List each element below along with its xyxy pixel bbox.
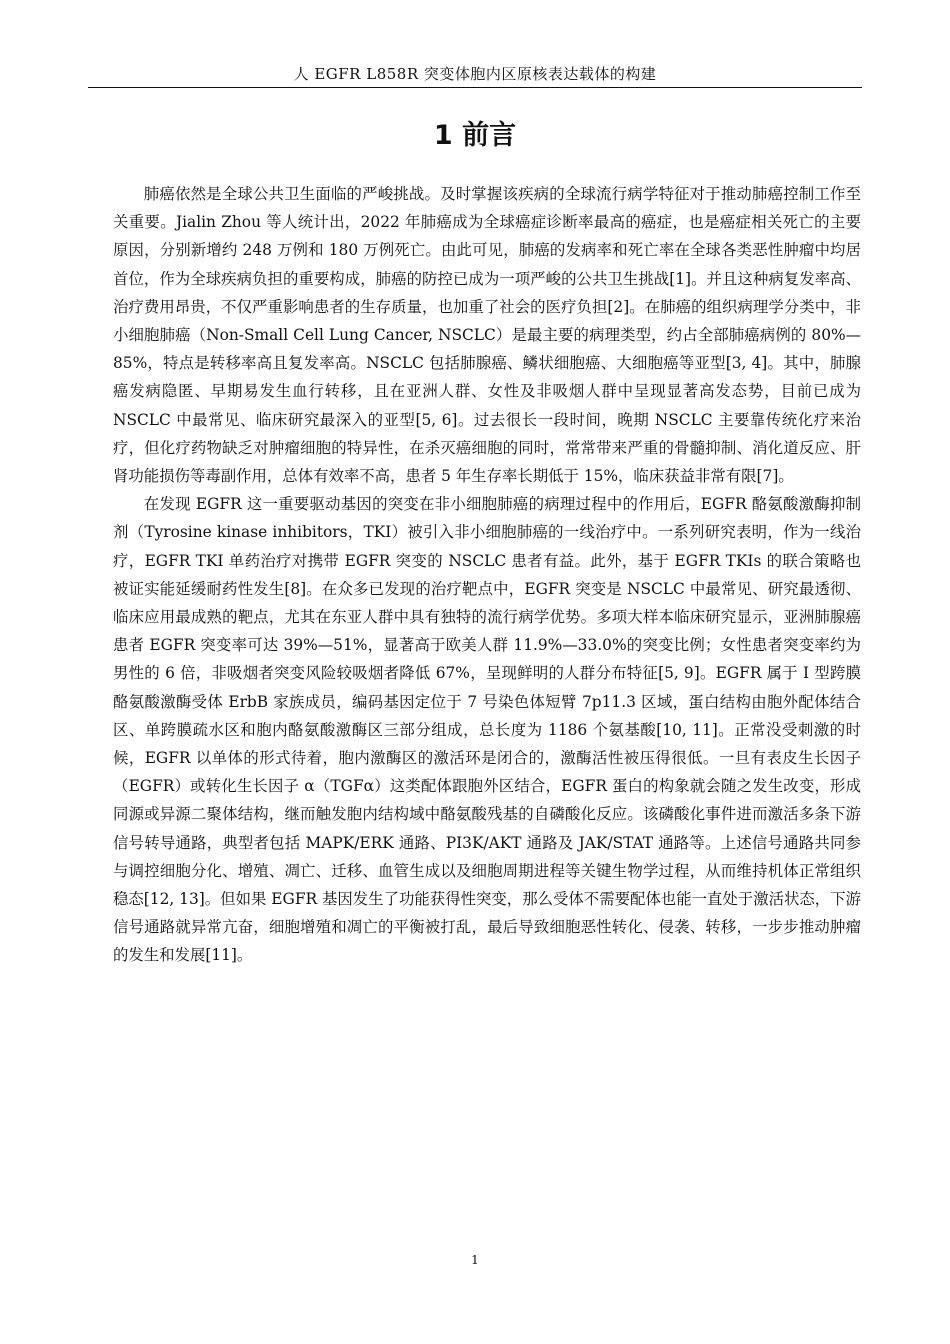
chapter-title: 1 前言 <box>433 120 517 151</box>
paragraph-intro-1: 肺癌依然是全球公共卫生面临的严峻挑战。及时掌握该疾病的全球流行病学特征对于推动肺癌控制工作至关重要。Jialin Zhou 等人统计出，2022 年肺癌成为全球癌症诊断率最高的癌症，也是癌症相关死亡的主要原因，分别新增约 248 万例和 180 万例死亡。由此可见，肺癌的发病率和死亡率在全球各类恶性肿瘤中均居首位，作为全球疾病负担的重要构成，肺癌的防控已成为一项严峻的公共卫生挑战[1]。并且这种病复发率高、治疗费用昂贵，不仅严重影响患者的生存质量，也加重了社会的医疗负担[2]。在肺癌的组织病理学分类中，非小细胞肺癌（Non-Small Cell Lung Cancer, NSCLC）是最主要的病理类型，约占全部肺癌病例的 80%—85%，特点是转移率高且复发率高。NSCLC 包括肺腺癌、鳞状细胞癌、大细胞癌等亚型[3, 4]。其中，肺腺癌发病隐匿、早期易发生血行转移，且在亚洲人群、女性及非吸烟人群中呈现显著高发态势，目前已成为 NSCLC 中最常见、临床研究最深入的亚型[5, 6]。过去很长一段时间，晚期 NSCLC 主要靠传统化疗来治疗，但化疗药物缺乏对肿瘤细胞的特异性，在杀灭癌细胞的同时，常常带来严重的骨髓抑制、消化道反应、肝肾功能损伤等毒副作用，总体有效率不高，患者 5 年生存率长期低于 15%，临床获益非常有限[7]。 <box>113 185 861 486</box>
running-header: 人 EGFR L858R 突变体胞内区原核表达载体的构建 <box>293 65 657 83</box>
body-text <box>113 180 861 970</box>
page-number: 1 <box>471 1253 479 1267</box>
paragraph-intro-2: 在发现 EGFR 这一重要驱动基因的突变在非小细胞肺癌的病理过程中的作用后，EGFR 酪氨酸激酶抑制剂（Tyrosine kinase inhibitors，TKI）被引入非小细胞肺癌的一线治疗中。一系列研究表明，作为一线治疗，EGFR TKI 单药治疗对携带 EGFR 突变的 NSCLC 患者有益。此外，基于 EGFR TKIs 的联合策略也被证实能延缓耐药性发生[8]。在众多已发现的治疗靶点中，EGFR 突变是 NSCLC 中最常见、研究最透彻、临床应用最成熟的靶点，尤其在东亚人群中具有独特的流行病学优势。多项大样本临床研究显示，亚洲肺腺癌患者 EGFR 突变率可达 39%—51%，显著高于欧美人群 11.9%—33.0%的突变比例；女性患者突变率约为男性的 6 倍，非吸烟者突变风险较吸烟者降低 67%，呈现鲜明的人群分布特征[5, 9]。EGFR 属于 I 型跨膜酪氨酸激酶受体 ErbB 家族成员，编码基因定位于 7 号染色体短臂 7p11.3 区域，蛋白结构由胞外配体结合区、单跨膜疏水区和胞内酪氨酸激酶区三部分组成，总长度为 1186 个氨基酸[10, 11]。正常没受刺激的时候，EGFR 以单体的形式待着，胞内激酶区的激活环是闭合的，激酶活性被压得很低。一旦有表皮生长因子（EGFR）或转化生长因子 α（TGFα）这类配体跟胞外区结合，EGFR 蛋白的构象就会随之发生改变，形成同源或异源二聚体结构，继而触发胞内结构域中酪氨酸残基的自磷酸化反应。该磷酸化事件进而激活多条下游信号转导通路，典型者包括 MAPK/ERK 通路、PI3K/AKT 通路及 JAK/STAT 通路等。上述信号通路共同参与调控细胞分化、增殖、凋亡、迁移、血管生成以及细胞周期进程等关键生物学过程，从而维持机体正常组织稳态[12, 13]。但如果 EGFR 基因发生了功能获得性突变，那么受体不需要配体也能一直处于激活状态，下游信号通路就异常亢奋，细胞增殖和凋亡的平衡被打乱，最后导致细胞恶性转化、侵袭、转移，一步步推动肿瘤的发生和发展[11]。 <box>113 495 861 965</box>
header-divider <box>88 87 862 88</box>
